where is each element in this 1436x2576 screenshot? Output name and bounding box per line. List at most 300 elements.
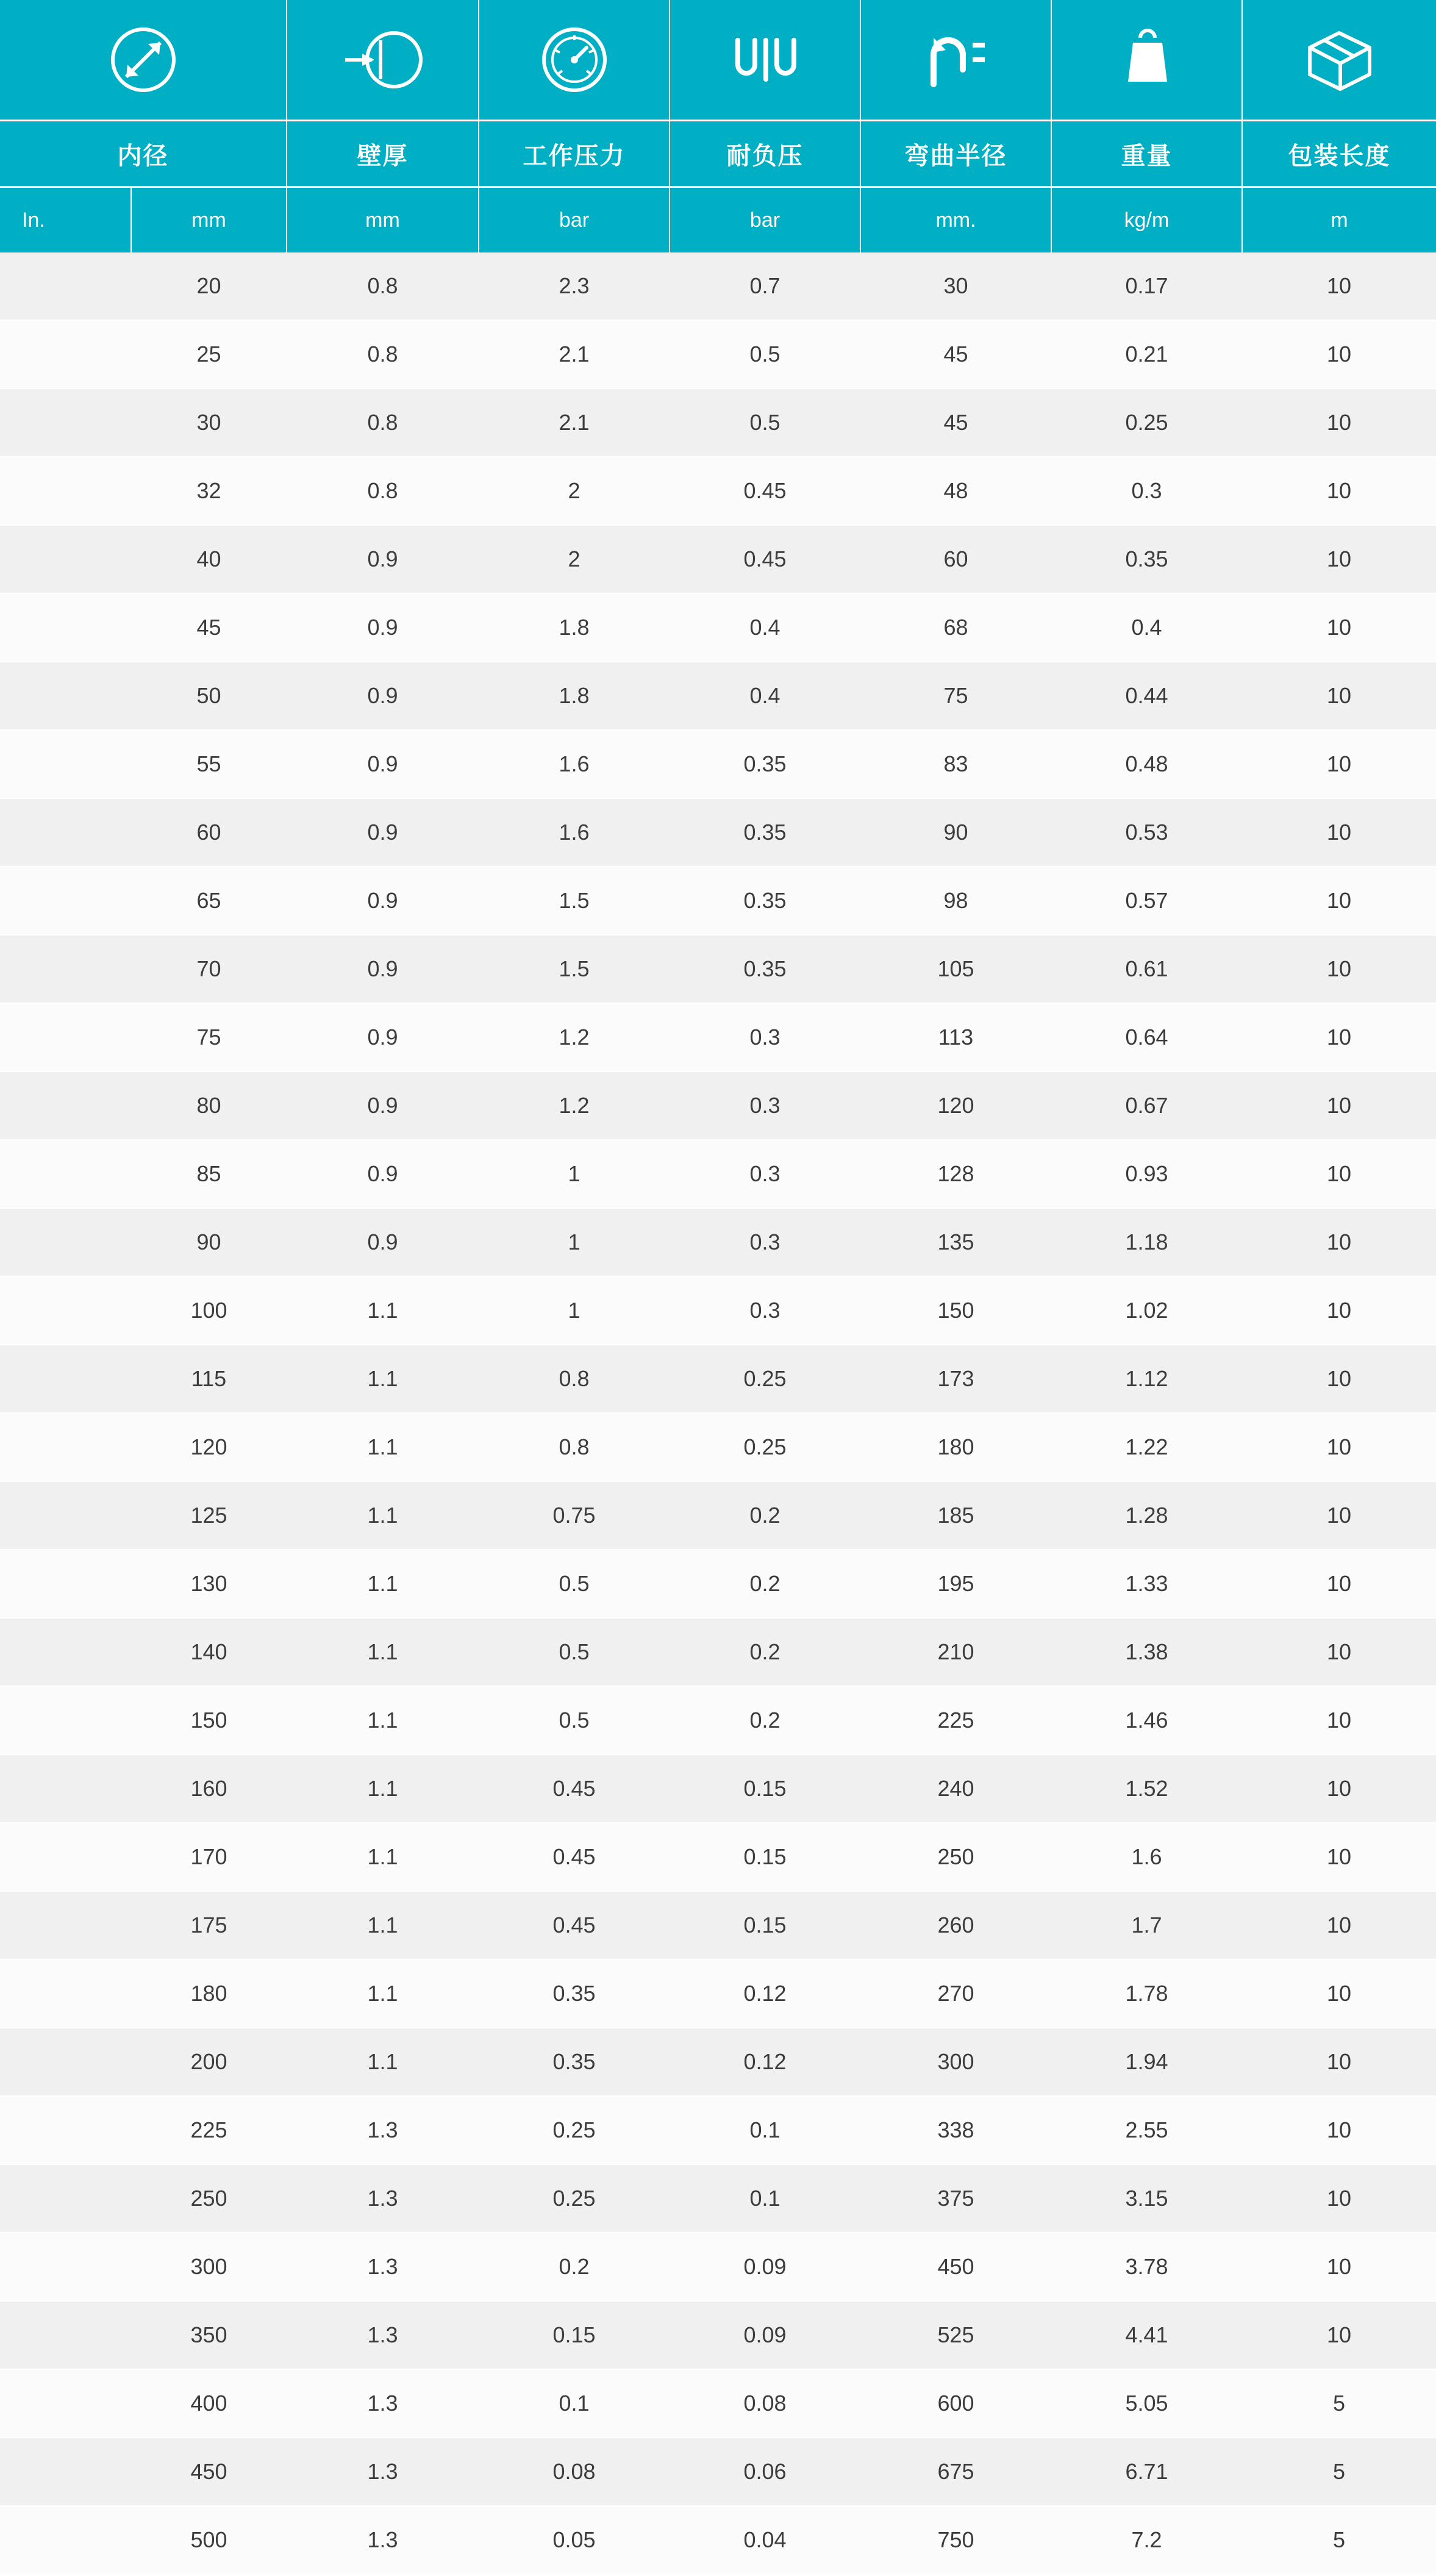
cell-inner-diameter-mm: 175 xyxy=(131,1891,287,1959)
cell-working-pressure: 1.8 xyxy=(479,662,670,730)
cell-vacuum: 0.7 xyxy=(670,252,860,320)
cell-inch xyxy=(0,1072,131,1140)
weight-icon-cell xyxy=(1051,0,1242,121)
cell-package-length: 10 xyxy=(1242,252,1436,320)
cell-wall-thickness: 1.3 xyxy=(287,2096,479,2164)
table-row xyxy=(0,1413,1436,1481)
table-row xyxy=(0,1208,1436,1276)
cell-bend-radius: 60 xyxy=(860,525,1051,593)
cell-inch xyxy=(0,1686,131,1755)
cell-bend-radius: 150 xyxy=(860,1276,1051,1345)
inner-diameter-icon xyxy=(0,0,286,120)
cell-vacuum: 0.5 xyxy=(670,388,860,457)
cell-working-pressure: 0.25 xyxy=(479,2164,670,2233)
package-length-icon-cell xyxy=(1242,0,1436,121)
table-row xyxy=(0,2164,1436,2233)
table-row xyxy=(0,1550,1436,1618)
cell-vacuum: 0.09 xyxy=(670,2233,860,2301)
cell-inner-diameter-mm: 115 xyxy=(131,1345,287,1413)
cell-wall-thickness: 1.1 xyxy=(287,1686,479,1755)
cell-inner-diameter-mm: 30 xyxy=(131,388,287,457)
cell-inch xyxy=(0,867,131,935)
weight-icon xyxy=(1052,0,1241,120)
cell-bend-radius: 750 xyxy=(860,2506,1051,2574)
cell-inner-diameter-mm: 120 xyxy=(131,1413,287,1481)
cell-wall-thickness: 1.1 xyxy=(287,1413,479,1481)
cell-package-length: 10 xyxy=(1242,730,1436,798)
cell-bend-radius: 600 xyxy=(860,2369,1051,2438)
cell-bend-radius: 300 xyxy=(860,2028,1051,2096)
cell-working-pressure: 0.5 xyxy=(479,1686,670,1755)
cell-inch xyxy=(0,1550,131,1618)
inner-diameter-icon-cell xyxy=(0,0,287,121)
cell-vacuum: 0.2 xyxy=(670,1686,860,1755)
cell-package-length: 10 xyxy=(1242,1891,1436,1959)
cell-package-length: 10 xyxy=(1242,867,1436,935)
cell-inner-diameter-mm: 90 xyxy=(131,1208,287,1276)
cell-wall-thickness: 0.9 xyxy=(287,867,479,935)
cell-bend-radius: 180 xyxy=(860,1413,1051,1481)
cell-package-length: 10 xyxy=(1242,1345,1436,1413)
table-row xyxy=(0,1618,1436,1686)
cell-bend-radius: 45 xyxy=(860,320,1051,388)
cell-inner-diameter-mm: 65 xyxy=(131,867,287,935)
cell-bend-radius: 83 xyxy=(860,730,1051,798)
cell-inner-diameter-mm: 50 xyxy=(131,662,287,730)
table-row xyxy=(0,798,1436,867)
cell-inch xyxy=(0,2164,131,2233)
cell-working-pressure: 1.5 xyxy=(479,867,670,935)
cell-weight: 0.4 xyxy=(1051,593,1242,662)
cell-weight: 0.67 xyxy=(1051,1072,1242,1140)
cell-weight: 0.35 xyxy=(1051,525,1242,593)
cell-vacuum: 0.25 xyxy=(670,1345,860,1413)
cell-working-pressure: 2.3 xyxy=(479,252,670,320)
cell-inner-diameter-mm: 250 xyxy=(131,2164,287,2233)
cell-weight: 0.21 xyxy=(1051,320,1242,388)
cell-bend-radius: 128 xyxy=(860,1140,1051,1208)
cell-inch xyxy=(0,252,131,320)
cell-vacuum: 0.3 xyxy=(670,1276,860,1345)
cell-vacuum: 0.09 xyxy=(670,2301,860,2369)
cell-weight: 1.22 xyxy=(1051,1413,1242,1481)
cell-bend-radius: 225 xyxy=(860,1686,1051,1755)
cell-working-pressure: 0.75 xyxy=(479,1481,670,1550)
cell-vacuum: 0.4 xyxy=(670,593,860,662)
header-unit-weight: kg/m xyxy=(1051,187,1242,253)
cell-inner-diameter-mm: 350 xyxy=(131,2301,287,2369)
cell-weight: 1.18 xyxy=(1051,1208,1242,1276)
cell-inner-diameter-mm: 140 xyxy=(131,1618,287,1686)
cell-inch xyxy=(0,1959,131,2028)
icon-header-row xyxy=(0,0,1436,121)
cell-bend-radius: 45 xyxy=(860,388,1051,457)
table-row xyxy=(0,320,1436,388)
cell-vacuum: 0.2 xyxy=(670,1550,860,1618)
table-row xyxy=(0,1686,1436,1755)
cell-vacuum: 0.3 xyxy=(670,1208,860,1276)
cell-working-pressure: 0.5 xyxy=(479,1618,670,1686)
cell-bend-radius: 240 xyxy=(860,1755,1051,1823)
cell-inch xyxy=(0,1276,131,1345)
bend-radius-icon xyxy=(861,0,1051,120)
cell-wall-thickness: 0.9 xyxy=(287,730,479,798)
cell-working-pressure: 1.6 xyxy=(479,798,670,867)
cell-inch xyxy=(0,2506,131,2574)
cell-wall-thickness: 1.1 xyxy=(287,1823,479,1891)
cell-wall-thickness: 0.9 xyxy=(287,1003,479,1072)
cell-working-pressure: 0.45 xyxy=(479,1755,670,1823)
cell-inch xyxy=(0,1003,131,1072)
cell-working-pressure: 1.5 xyxy=(479,935,670,1003)
cell-vacuum: 0.25 xyxy=(670,1413,860,1481)
cell-wall-thickness: 1.1 xyxy=(287,1481,479,1550)
header-unit-in: In. xyxy=(0,187,131,253)
cell-working-pressure: 0.05 xyxy=(479,2506,670,2574)
cell-weight: 5.05 xyxy=(1051,2369,1242,2438)
cell-package-length: 10 xyxy=(1242,525,1436,593)
cell-package-length: 10 xyxy=(1242,1686,1436,1755)
cell-wall-thickness: 1.3 xyxy=(287,2438,479,2506)
cell-weight: 1.46 xyxy=(1051,1686,1242,1755)
working-pressure-icon-cell xyxy=(479,0,670,121)
cell-working-pressure: 1.2 xyxy=(479,1072,670,1140)
cell-package-length: 10 xyxy=(1242,1823,1436,1891)
cell-bend-radius: 260 xyxy=(860,1891,1051,1959)
cell-wall-thickness: 0.8 xyxy=(287,388,479,457)
header-unit-vac: bar xyxy=(670,187,860,253)
cell-wall-thickness: 1.1 xyxy=(287,1959,479,2028)
cell-weight: 0.53 xyxy=(1051,798,1242,867)
cell-wall-thickness: 0.8 xyxy=(287,457,479,525)
table-row xyxy=(0,1823,1436,1891)
cell-package-length: 5 xyxy=(1242,2369,1436,2438)
cell-vacuum: 0.15 xyxy=(670,1823,860,1891)
cell-vacuum: 0.15 xyxy=(670,1755,860,1823)
cell-vacuum: 0.45 xyxy=(670,457,860,525)
cell-weight: 1.28 xyxy=(1051,1481,1242,1550)
cell-package-length: 10 xyxy=(1242,798,1436,867)
cell-bend-radius: 195 xyxy=(860,1550,1051,1618)
cell-package-length: 10 xyxy=(1242,2164,1436,2233)
cell-working-pressure: 1 xyxy=(479,1276,670,1345)
table-row xyxy=(0,1891,1436,1959)
cell-working-pressure: 0.1 xyxy=(479,2369,670,2438)
cell-vacuum: 0.3 xyxy=(670,1072,860,1140)
cell-package-length: 10 xyxy=(1242,2096,1436,2164)
cell-weight: 0.25 xyxy=(1051,388,1242,457)
cell-working-pressure: 2.1 xyxy=(479,388,670,457)
cell-package-length: 10 xyxy=(1242,1481,1436,1550)
cell-working-pressure: 2 xyxy=(479,457,670,525)
cell-inner-diameter-mm: 20 xyxy=(131,252,287,320)
cell-wall-thickness: 0.8 xyxy=(287,320,479,388)
cell-weight: 1.12 xyxy=(1051,1345,1242,1413)
cell-inch xyxy=(0,2233,131,2301)
cell-working-pressure: 1 xyxy=(479,1208,670,1276)
cell-working-pressure: 0.5 xyxy=(479,1550,670,1618)
cell-bend-radius: 98 xyxy=(860,867,1051,935)
table-row xyxy=(0,1755,1436,1823)
cell-package-length: 5 xyxy=(1242,2438,1436,2506)
cell-wall-thickness: 1.1 xyxy=(287,2028,479,2096)
cell-working-pressure: 2.1 xyxy=(479,320,670,388)
table-row xyxy=(0,388,1436,457)
cell-inner-diameter-mm: 170 xyxy=(131,1823,287,1891)
cell-bend-radius: 675 xyxy=(860,2438,1051,2506)
table-row xyxy=(0,730,1436,798)
cell-inner-diameter-mm: 125 xyxy=(131,1481,287,1550)
header-title-weight: 重量 xyxy=(1051,121,1242,187)
cell-inner-diameter-mm: 45 xyxy=(131,593,287,662)
table-header xyxy=(0,0,1436,252)
cell-vacuum: 0.35 xyxy=(670,935,860,1003)
cell-weight: 0.93 xyxy=(1051,1140,1242,1208)
cell-vacuum: 0.1 xyxy=(670,2096,860,2164)
cell-inner-diameter-mm: 100 xyxy=(131,1276,287,1345)
cell-package-length: 10 xyxy=(1242,1276,1436,1345)
cell-working-pressure: 0.08 xyxy=(479,2438,670,2506)
cell-weight: 1.6 xyxy=(1051,1823,1242,1891)
cell-weight: 1.38 xyxy=(1051,1618,1242,1686)
cell-vacuum: 0.06 xyxy=(670,2438,860,2506)
table-row xyxy=(0,2438,1436,2506)
table-row xyxy=(0,2233,1436,2301)
table-row xyxy=(0,2506,1436,2574)
table-row xyxy=(0,252,1436,320)
cell-weight: 3.15 xyxy=(1051,2164,1242,2233)
cell-package-length: 10 xyxy=(1242,935,1436,1003)
cell-working-pressure: 1.2 xyxy=(479,1003,670,1072)
bend-radius-icon-cell xyxy=(860,0,1051,121)
cell-vacuum: 0.15 xyxy=(670,1891,860,1959)
wall-thickness-icon-cell xyxy=(287,0,479,121)
table-row xyxy=(0,593,1436,662)
cell-wall-thickness: 0.9 xyxy=(287,1208,479,1276)
cell-wall-thickness: 0.9 xyxy=(287,662,479,730)
cell-vacuum: 0.12 xyxy=(670,1959,860,2028)
cell-wall-thickness: 1.3 xyxy=(287,2233,479,2301)
cell-weight: 0.48 xyxy=(1051,730,1242,798)
cell-working-pressure: 0.8 xyxy=(479,1413,670,1481)
cell-package-length: 10 xyxy=(1242,457,1436,525)
cell-package-length: 10 xyxy=(1242,388,1436,457)
table-row xyxy=(0,935,1436,1003)
header-unit-mm: mm xyxy=(131,187,287,253)
cell-inner-diameter-mm: 150 xyxy=(131,1686,287,1755)
cell-vacuum: 0.08 xyxy=(670,2369,860,2438)
cell-inch xyxy=(0,1140,131,1208)
cell-wall-thickness: 0.9 xyxy=(287,935,479,1003)
cell-bend-radius: 173 xyxy=(860,1345,1051,1413)
cell-inner-diameter-mm: 55 xyxy=(131,730,287,798)
cell-vacuum: 0.3 xyxy=(670,1140,860,1208)
cell-vacuum: 0.4 xyxy=(670,662,860,730)
cell-wall-thickness: 1.1 xyxy=(287,1755,479,1823)
cell-working-pressure: 2 xyxy=(479,525,670,593)
cell-bend-radius: 113 xyxy=(860,1003,1051,1072)
cell-vacuum: 0.1 xyxy=(670,2164,860,2233)
cell-weight: 4.41 xyxy=(1051,2301,1242,2369)
cell-vacuum: 0.35 xyxy=(670,730,860,798)
cell-inch xyxy=(0,1413,131,1481)
cell-inner-diameter-mm: 85 xyxy=(131,1140,287,1208)
cell-inch xyxy=(0,1481,131,1550)
cell-inner-diameter-mm: 500 xyxy=(131,2506,287,2574)
cell-inner-diameter-mm: 400 xyxy=(131,2369,287,2438)
cell-package-length: 10 xyxy=(1242,1618,1436,1686)
cell-package-length: 10 xyxy=(1242,662,1436,730)
cell-package-length: 10 xyxy=(1242,2028,1436,2096)
cell-package-length: 10 xyxy=(1242,2301,1436,2369)
cell-inch xyxy=(0,730,131,798)
cell-inch xyxy=(0,1891,131,1959)
header-unit-wall: mm xyxy=(287,187,479,253)
cell-working-pressure: 0.35 xyxy=(479,2028,670,2096)
cell-bend-radius: 525 xyxy=(860,2301,1051,2369)
cell-inch xyxy=(0,2438,131,2506)
cell-wall-thickness: 1.1 xyxy=(287,1550,479,1618)
table-row xyxy=(0,2096,1436,2164)
cell-wall-thickness: 1.1 xyxy=(287,1345,479,1413)
vacuum-resistance-icon-cell xyxy=(670,0,860,121)
cell-inner-diameter-mm: 70 xyxy=(131,935,287,1003)
cell-bend-radius: 450 xyxy=(860,2233,1051,2301)
title-header-row xyxy=(0,121,1436,187)
cell-bend-radius: 250 xyxy=(860,1823,1051,1891)
cell-inch xyxy=(0,525,131,593)
table-row xyxy=(0,867,1436,935)
table-row xyxy=(0,1345,1436,1413)
cell-inner-diameter-mm: 25 xyxy=(131,320,287,388)
cell-inch xyxy=(0,320,131,388)
header-title-package-length: 包装长度 xyxy=(1242,121,1436,187)
cell-working-pressure: 1.6 xyxy=(479,730,670,798)
cell-wall-thickness: 1.1 xyxy=(287,1891,479,1959)
cell-bend-radius: 185 xyxy=(860,1481,1051,1550)
cell-package-length: 10 xyxy=(1242,2233,1436,2301)
cell-inner-diameter-mm: 450 xyxy=(131,2438,287,2506)
cell-inch xyxy=(0,457,131,525)
table-row xyxy=(0,1003,1436,1072)
table-row xyxy=(0,2369,1436,2438)
cell-weight: 0.44 xyxy=(1051,662,1242,730)
header-title-working-pressure: 工作压力 xyxy=(479,121,670,187)
cell-weight: 6.71 xyxy=(1051,2438,1242,2506)
cell-inner-diameter-mm: 80 xyxy=(131,1072,287,1140)
cell-wall-thickness: 1.3 xyxy=(287,2506,479,2574)
cell-vacuum: 0.35 xyxy=(670,867,860,935)
cell-inch xyxy=(0,1618,131,1686)
cell-package-length: 10 xyxy=(1242,1550,1436,1618)
cell-inner-diameter-mm: 60 xyxy=(131,798,287,867)
cell-bend-radius: 68 xyxy=(860,593,1051,662)
cell-inner-diameter-mm: 200 xyxy=(131,2028,287,2096)
cell-working-pressure: 1.8 xyxy=(479,593,670,662)
cell-working-pressure: 1 xyxy=(479,1140,670,1208)
cell-bend-radius: 210 xyxy=(860,1618,1051,1686)
cell-weight: 1.02 xyxy=(1051,1276,1242,1345)
cell-package-length: 10 xyxy=(1242,320,1436,388)
cell-wall-thickness: 0.9 xyxy=(287,1072,479,1140)
cell-working-pressure: 0.2 xyxy=(479,2233,670,2301)
cell-inch xyxy=(0,662,131,730)
cell-package-length: 10 xyxy=(1242,1959,1436,2028)
cell-inner-diameter-mm: 180 xyxy=(131,1959,287,2028)
cell-bend-radius: 270 xyxy=(860,1959,1051,2028)
cell-vacuum: 0.45 xyxy=(670,525,860,593)
cell-bend-radius: 338 xyxy=(860,2096,1051,2164)
cell-package-length: 10 xyxy=(1242,1208,1436,1276)
cell-wall-thickness: 1.1 xyxy=(287,1618,479,1686)
cell-inch xyxy=(0,1345,131,1413)
header-unit-pack: m xyxy=(1242,187,1436,253)
vacuum-resistance-icon xyxy=(670,0,860,120)
cell-vacuum: 0.3 xyxy=(670,1003,860,1072)
cell-inch xyxy=(0,2096,131,2164)
table-row xyxy=(0,2301,1436,2369)
cell-bend-radius: 75 xyxy=(860,662,1051,730)
table-row xyxy=(0,662,1436,730)
cell-vacuum: 0.35 xyxy=(670,798,860,867)
cell-wall-thickness: 0.9 xyxy=(287,798,479,867)
cell-weight: 2.55 xyxy=(1051,2096,1242,2164)
cell-wall-thickness: 1.3 xyxy=(287,2301,479,2369)
cell-vacuum: 0.2 xyxy=(670,1618,860,1686)
table-row xyxy=(0,1959,1436,2028)
cell-working-pressure: 0.15 xyxy=(479,2301,670,2369)
cell-inch xyxy=(0,1755,131,1823)
cell-package-length: 10 xyxy=(1242,1413,1436,1481)
table-row xyxy=(0,525,1436,593)
cell-vacuum: 0.2 xyxy=(670,1481,860,1550)
table-row xyxy=(0,1481,1436,1550)
cell-working-pressure: 0.45 xyxy=(479,1891,670,1959)
cell-wall-thickness: 0.8 xyxy=(287,252,479,320)
cell-package-length: 10 xyxy=(1242,593,1436,662)
cell-vacuum: 0.5 xyxy=(670,320,860,388)
cell-weight: 0.17 xyxy=(1051,252,1242,320)
cell-vacuum: 0.04 xyxy=(670,2506,860,2574)
cell-weight: 1.78 xyxy=(1051,1959,1242,2028)
cell-inch xyxy=(0,935,131,1003)
cell-bend-radius: 120 xyxy=(860,1072,1051,1140)
table-body xyxy=(0,252,1436,2574)
cell-inch xyxy=(0,388,131,457)
cell-inner-diameter-mm: 40 xyxy=(131,525,287,593)
cell-weight: 3.78 xyxy=(1051,2233,1242,2301)
cell-working-pressure: 0.35 xyxy=(479,1959,670,2028)
cell-weight: 1.33 xyxy=(1051,1550,1242,1618)
header-title-vacuum-resistance: 耐负压 xyxy=(670,121,860,187)
cell-bend-radius: 90 xyxy=(860,798,1051,867)
cell-inch xyxy=(0,798,131,867)
cell-inner-diameter-mm: 32 xyxy=(131,457,287,525)
header-title-inner-diameter: 内径 xyxy=(0,121,287,187)
header-unit-work: bar xyxy=(479,187,670,253)
cell-inch xyxy=(0,2028,131,2096)
cell-bend-radius: 135 xyxy=(860,1208,1051,1276)
cell-inch xyxy=(0,2301,131,2369)
cell-package-length: 10 xyxy=(1242,1140,1436,1208)
package-length-box-icon xyxy=(1243,0,1436,120)
cell-package-length: 10 xyxy=(1242,1072,1436,1140)
cell-inner-diameter-mm: 130 xyxy=(131,1550,287,1618)
cell-weight: 0.57 xyxy=(1051,867,1242,935)
working-pressure-gauge-icon xyxy=(479,0,669,120)
cell-package-length: 5 xyxy=(1242,2506,1436,2574)
table-row xyxy=(0,2028,1436,2096)
